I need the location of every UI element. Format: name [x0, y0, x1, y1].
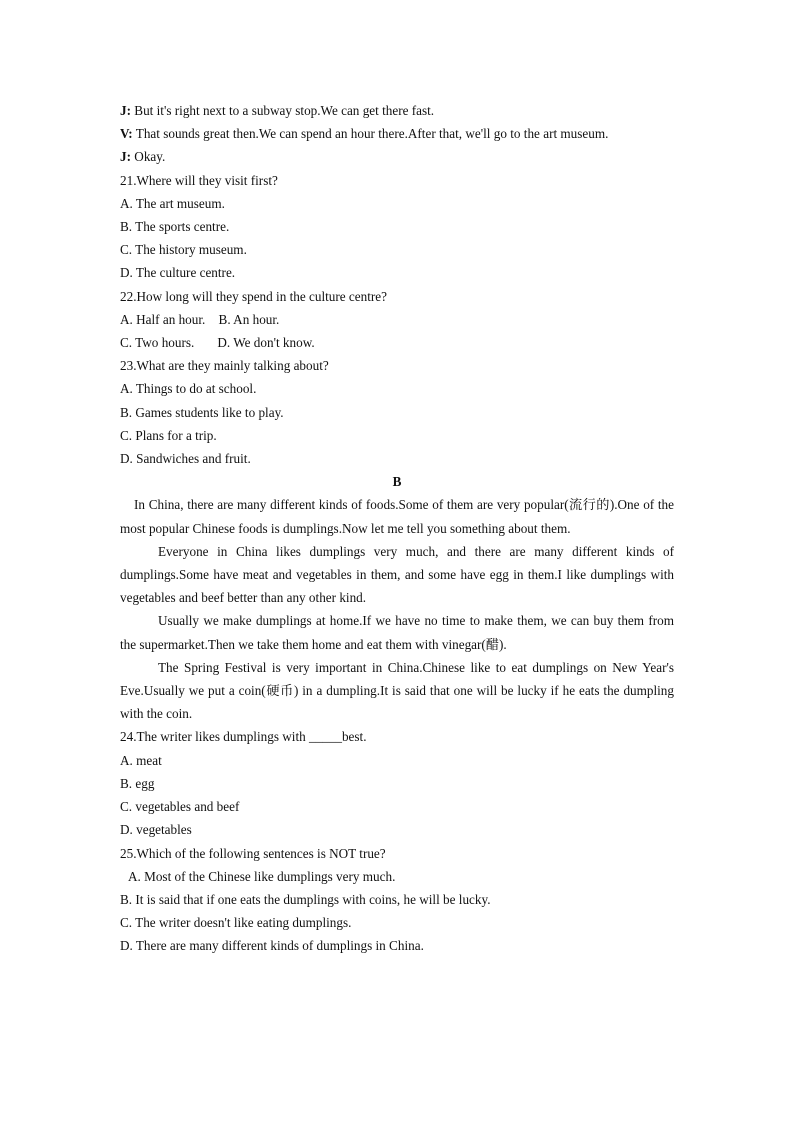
answer-option: C. vegetables and beef: [120, 799, 240, 815]
answer-option: B. Games students like to play.: [120, 404, 284, 420]
question-stem: 21.Where will they visit first?: [120, 172, 278, 188]
question-stem: 23.What are they mainly talking about?: [120, 358, 329, 374]
answer-option: C. The writer doesn't like eating dumplings.: [120, 915, 352, 931]
dialogue-line: [120, 99, 674, 122]
passage-paragraph: Everyone in China likes dumplings very much, and there are many different kinds of dumplings.Some have meat and vegetables in them, and some have egg in them.I like dumplings with vegetables and beef better than any other kind.: [120, 543, 674, 606]
answer-option: B. The sports centre.: [120, 219, 230, 235]
dialogue-line: [120, 145, 674, 168]
answer-option: C. Plans for a trip.: [120, 427, 217, 443]
answer-option: D. vegetables: [120, 822, 192, 838]
answer-option: A. Things to do at school.: [120, 381, 257, 397]
answer-options-row: C. Two hours. D. We don't know.: [120, 335, 315, 351]
answer-option: A. Most of the Chinese like dumplings very much.: [128, 868, 396, 884]
answer-option: A. The art museum.: [120, 195, 225, 211]
question-stem: 25.Which of the following sentences is NOT true?: [120, 845, 386, 861]
passage-paragraph: Usually we make dumplings at home.If we have no time to make them, we can buy them from the supermarket.Then we take them home and eat them with vinegar(醋).: [120, 613, 674, 652]
answer-option: C. The history museum.: [120, 242, 247, 258]
answer-options-row: A. Half an hour. B. An hour.: [120, 311, 280, 327]
question-stem: 24.The writer likes dumplings with _____best.: [120, 729, 367, 745]
answer-option: B. egg: [120, 775, 155, 791]
section-heading: B: [392, 474, 402, 490]
document-page: [120, 99, 674, 958]
speaker-label: V:: [120, 126, 133, 142]
answer-option: A. meat: [120, 752, 162, 768]
speaker-label: J:: [120, 149, 131, 165]
answer-option: D. Sandwiches and fruit.: [120, 451, 251, 467]
passage-paragraph: In China, there are many different kinds of foods.Some of them are very popular(流行的).One of the most popular Chinese foods is dumplings.Now let me tell you something about them.: [120, 497, 674, 536]
passage-paragraph: The Spring Festival is very important in China.Chinese like to eat dumplings on New Year's Eve.Usually we put a coin(硬币) in a dumpling.It is said that one will be lucky if he eats the dumpling with the coin.: [120, 659, 674, 722]
speaker-label: J:: [120, 103, 131, 118]
question-stem: 22.How long will they spend in the culture centre?: [120, 288, 387, 304]
answer-option: D. The culture centre.: [120, 265, 236, 281]
dialogue-text: That sounds great then.We can spend an hour there.After that, we'll go to the art museum.: [132, 126, 609, 142]
answer-option: D. There are many different kinds of dumplings in China.: [120, 938, 424, 954]
dialogue-line: [120, 122, 674, 145]
dialogue-text: But it's right next to a subway stop.We can get there fast.: [131, 103, 435, 118]
dialogue-text: Okay.: [131, 149, 166, 165]
answer-option: B. It is said that if one eats the dumplings with coins, he will be lucky.: [120, 891, 491, 907]
